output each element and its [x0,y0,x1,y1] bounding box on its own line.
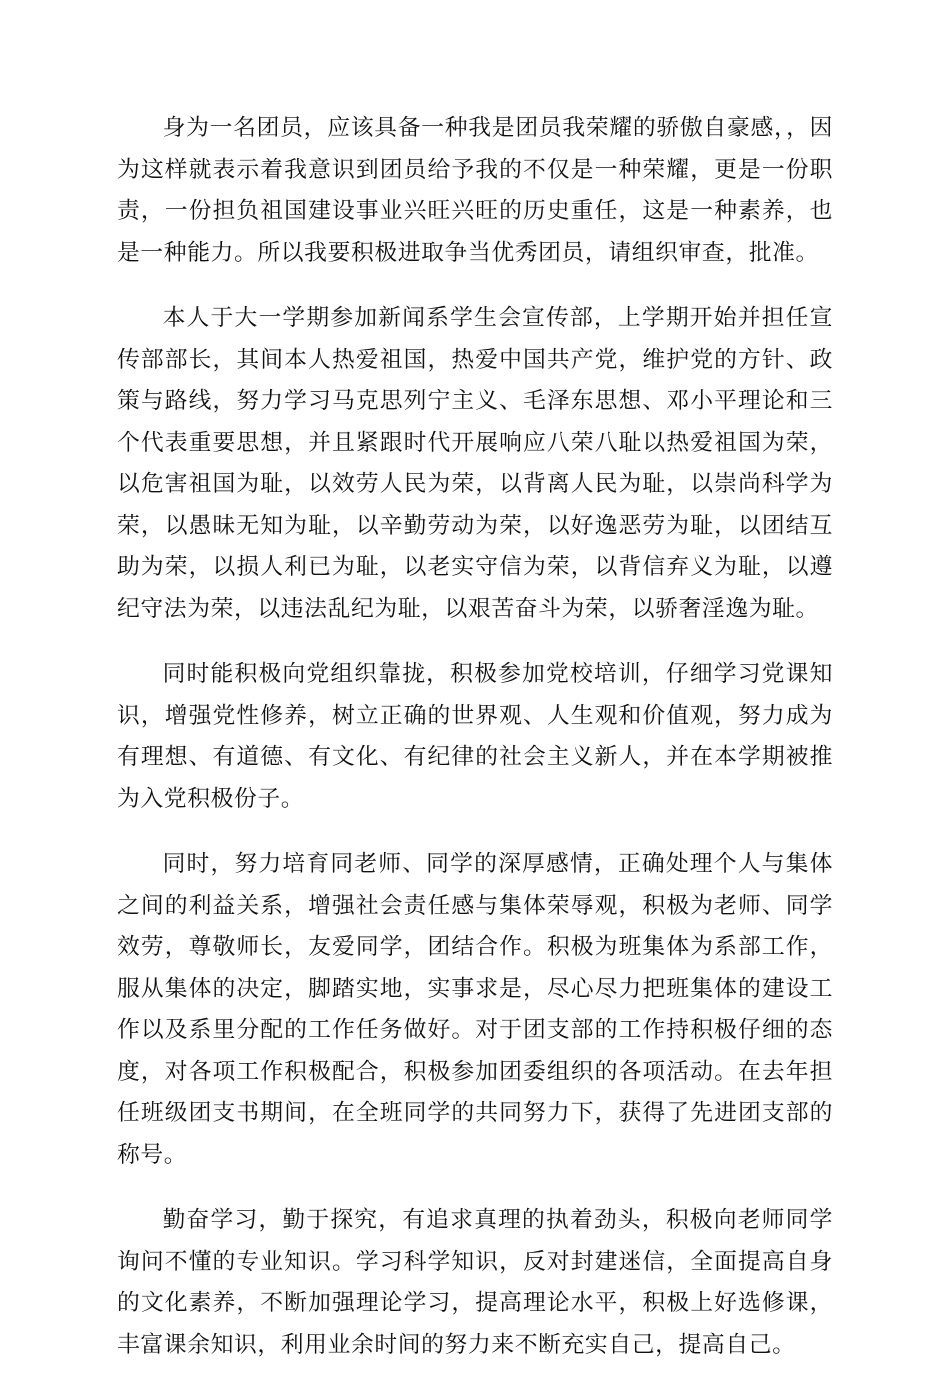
paragraph-2: 本人于大一学期参加新闻系学生会宣传部，上学期开始并担任宣传部部长，其间本人热爱祖国，热爱中国共产党，维护党的方针、政策与路线，努力学习马克思列宁主义、毛泽东思想、邓小平理论和三个代表重要思想，并且紧跟时代开展响应八荣八耻以热爱祖国为荣，以危害祖国为耻，以效劳人民为荣，以背离人民为耻，以崇尚科学为荣，以愚昧无知为耻，以辛勤劳动为荣，以好逸恶劳为耻，以团结互助为荣，以损人利已为耻，以老实守信为荣，以背信弃义为耻，以遵纪守法为荣，以违法乱纪为耻，以艰苦奋斗为荣，以骄奢淫逸为耻。 [117,305,833,622]
paragraph-3: 同时能积极向党组织靠拢，积极参加党校培训，仔细学习党课知识，增强党性修养，树立正确的世界观、人生观和价值观，努力成为有理想、有道德、有文化、有纪律的社会主义新人，并在本学期被推为入党积极份子。 [117,661,833,812]
document-body [117,108,833,1390]
paragraph-4: 同时，努力培育同老师、同学的深厚感情，正确处理个人与集体之间的利益关系，增强社会责任感与集体荣辱观，积极为老师、同学效劳，尊敬师长，友爱同学，团结合作。积极为班集体为系部工作，服从集体的决定，脚踏实地，实事求是，尽心尽力把班集体的建设工作以及系里分配的工作任务做好。对于团支部的工作持积极仔细的态度，对各项工作积极配合，积极参加团委组织的各项活动。在去年担任班级团支书期间，在全班同学的共同努力下，获得了先进团支部的称号。 [117,851,833,1168]
paragraph-1: 身为一名团员，应该具备一种我是团员我荣耀的骄傲自豪感，，因为这样就表示着我意识到团员给予我的不仅是一种荣耀，更是一份职责，一份担负祖国建设事业兴旺兴旺的历史重任，这是一种素养，也是一种能力。所以我要积极进取争当优秀团员，请组织审查，批准。 [117,115,833,266]
paragraph-5: 勤奋学习，勤于探究，有追求真理的执着劲头，积极向老师同学询问不懂的专业知识。学习科学知识，反对封建迷信，全面提高自身的文化素养，不断加强理论学习，提高理论水平，积极上好选修课，丰富课余知识，利用业余时间的努力来不断充实自己，提高自己。 [117,1207,833,1358]
